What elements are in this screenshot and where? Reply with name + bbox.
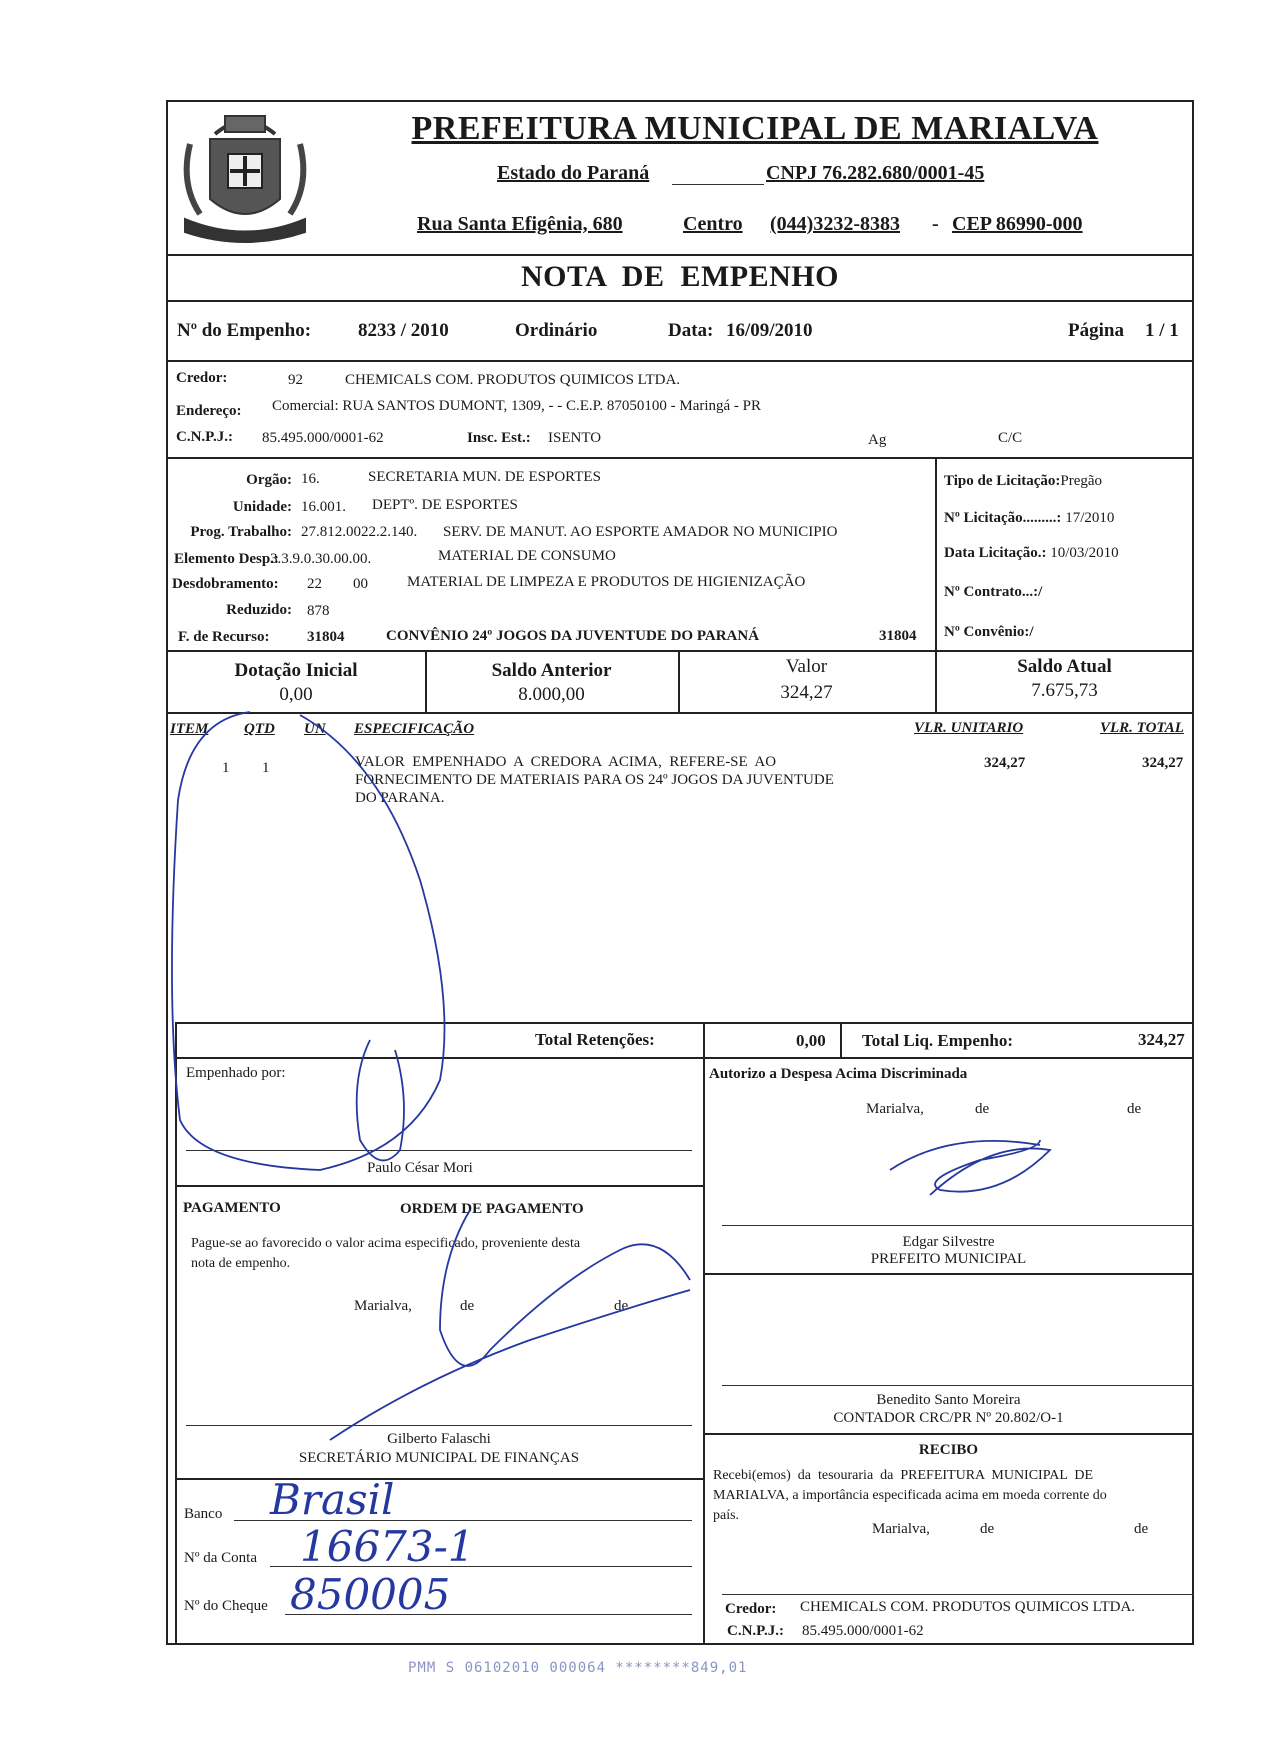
dotacao-inicial-label: Dotação Inicial [234,660,358,681]
document-title: NOTA DE EMPENHO [521,260,839,293]
credor-address: Comercial: RUA SANTOS DUMONT, 1309, - - C.E.P. 87050100 - Maringá - PR [272,398,762,414]
recurso-code2: 31804 [879,628,917,644]
item-desc-line3: DO PARANA. [355,790,445,806]
item-vlr-total: 324,27 [1142,755,1184,771]
autorizo-city: Marialva, [866,1101,924,1117]
banco-value: Brasil [270,1475,395,1524]
pagamento-text-line1: Pague-se ao favorecido o valor acima especificado, proveniente desta [191,1236,581,1251]
valor-label: Valor [785,656,828,677]
empenhado-por-name: Paulo César Mori [367,1160,473,1176]
col-especificacao: ESPECIFICAÇÃO [354,721,475,737]
recibo-text-line2: MARIALVA, a importância especificada acima em moeda corrente do [713,1488,1107,1503]
conta-label: Nº da Conta [184,1550,257,1566]
total-retencoes-label: Total Retenções: [535,1030,655,1049]
total-liq-value: 324,27 [1138,1030,1185,1049]
autorizo-label: Autorizo a Despesa Acima Discriminada [709,1066,968,1082]
recibo-cnpj: 85.495.000/0001-62 [802,1623,924,1639]
empenho-date: 16/09/2010 [726,320,813,341]
col-un: UN [304,721,326,737]
header-district: Centro [683,213,743,235]
pagamento-de1: de [460,1298,475,1314]
unidade-label: Unidade: [232,499,292,515]
pagamento-de2: de [614,1298,629,1314]
header-phone: (044)3232-8383 [770,213,900,235]
header-cep: CEP 86990-000 [952,213,1083,235]
ag-label: Ag [868,432,887,448]
elemento-label: Elemento Desp.: [174,551,279,567]
processing-stamp: PMM S 06102010 000064 ********849,01 [408,1660,748,1676]
recibo-credor-label: Credor: [725,1601,777,1617]
credor-code: 92 [288,372,303,388]
empenho-number: 8233 / 2010 [358,320,449,341]
saldo-anterior-label: Saldo Anterior [491,660,612,681]
desdobramento-code2: 00 [353,576,368,592]
pagamento-label: PAGAMENTO [183,1200,281,1216]
item-desc-line2: FORNECIMENTO DE MATERIAIS PARA OS 24º JOGOS DA JUVENTUDE [355,772,834,788]
empenho-number-label: Nº do Empenho: [177,320,312,341]
prog-label: Prog. Trabalho: [190,524,292,540]
prog-code: 27.812.0022.2.140. [301,524,418,540]
empenho-type: Ordinário [515,320,598,341]
prefeito-name: Edgar Silvestre [902,1234,995,1250]
col-vlr-unitario: VLR. UNITARIO [914,720,1024,736]
recurso-label: F. de Recurso: [178,629,270,645]
orgao-name: SECRETARIA MUN. DE ESPORTES [368,469,601,485]
reduzido-value: 878 [307,603,330,619]
convenio-label: Nº Convênio:/ [944,624,1034,640]
ordem-pagamento-label: ORDEM DE PAGAMENTO [400,1201,584,1217]
saldo-anterior-value: 8.000,00 [518,684,585,705]
credor-name: CHEMICALS COM. PRODUTOS QUIMICOS LTDA. [345,372,681,388]
empenho-date-label: Data: [668,320,714,341]
data-licitacao-label-text: Data Licitação.: [944,545,1047,561]
elemento-name: MATERIAL DE CONSUMO [438,548,616,564]
contador-name: Benedito Santo Moreira [876,1392,1021,1408]
pagamento-text-line2: nota de empenho. [191,1256,291,1271]
recibo-text-line3: país. [713,1508,740,1523]
page-label: Página [1068,320,1124,341]
item-qtd: 1 [262,760,270,776]
recibo-text-line1: Recebi(emos) da tesouraria da PREFEITURA MUNICIPAL DE [713,1468,1094,1483]
tipo-licitacao-label-text: Tipo de Licitação: [944,473,1061,489]
page-title: PREFEITURA MUNICIPAL DE MARIALVA [411,110,1099,147]
elemento-code: 3.3.9.0.30.00.00. [270,551,372,567]
saldo-atual-value: 7.675,73 [1031,680,1098,701]
autorizo-de1: de [975,1101,990,1117]
cheque-value: 850005 [290,1570,451,1619]
valor-value: 324,27 [780,682,833,703]
pagamento-city: Marialva, [354,1298,412,1314]
empenhado-por-label: Empenhado por: [186,1065,286,1081]
insc-label: Insc. Est.: [467,430,531,446]
autorizo-de2: de [1127,1101,1142,1117]
contrato-label: Nº Contrato...:/ [944,584,1043,600]
desdobramento-code: 22 [307,576,322,592]
recibo-cnpj-label: C.N.P.J.: [727,1623,784,1639]
item-desc-line1: VALOR EMPENHADO A CREDORA ACIMA, REFERE-SE AO [355,754,777,770]
data-licitacao-value: 10/03/2010 [1050,545,1119,561]
saldo-atual-label: Saldo Atual [1017,656,1112,677]
item-vlr-unitario: 324,27 [984,755,1026,771]
banco-label: Banco [184,1506,223,1522]
credor-label: Credor: [176,370,228,386]
total-liq-label: Total Liq. Empenho: [862,1031,1013,1050]
desdobramento-name: MATERIAL DE LIMPEZA E PRODUTOS DE HIGIENIZAÇÃO [407,574,806,590]
col-item: ITEM [170,721,209,737]
recibo-credor-name: CHEMICALS COM. PRODUTOS QUIMICOS LTDA. [800,1599,1136,1615]
header-street: Rua Santa Efigênia, 680 [417,213,623,235]
unidade-code: 16.001. [301,499,346,515]
header-separator: - [932,213,939,235]
tipo-licitacao-value: Pregão [1060,473,1103,489]
total-retencoes-value: 0,00 [796,1031,826,1050]
address-label: Endereço: [176,403,242,419]
num-licitacao-label-text: Nº Licitação.........: [944,510,1062,526]
state-name: Estado do Paraná [497,162,650,184]
credor-insc: ISENTO [548,430,602,446]
secretario-name: Gilberto Falaschi [387,1431,491,1447]
contador-title: CONTADOR CRC/PR Nº 20.802/O-1 [833,1410,1064,1426]
reduzido-label: Reduzido: [226,602,292,618]
prog-name: SERV. DE MANUT. AO ESPORTE AMADOR NO MUNICIPIO [443,524,838,540]
col-vlr-total: VLR. TOTAL [1100,720,1184,736]
dotacao-inicial-value: 0,00 [279,684,313,705]
recibo-label: RECIBO [918,1442,979,1458]
unidade-name: DEPTº. DE ESPORTES [372,497,518,513]
recibo-city: Marialva, [872,1521,930,1537]
page-number: 1 / 1 [1145,320,1179,341]
desdobramento-label: Desdobramento: [172,576,279,592]
item-number: 1 [222,760,230,776]
recibo-de2: de [1134,1521,1149,1537]
col-qtd: QTD [244,721,275,737]
orgao-label: Orgão: [246,472,292,488]
recurso-code: 31804 [307,629,345,645]
orgao-code: 16. [301,471,320,487]
recibo-de1: de [980,1521,995,1537]
secretario-title: SECRETÁRIO MUNICIPAL DE FINANÇAS [298,1450,580,1466]
recurso-name: CONVÊNIO 24º JOGOS DA JUVENTUDE DO PARANÁ [386,628,760,644]
header-cnpj: CNPJ 76.282.680/0001-45 [766,162,985,184]
cnpj-label: C.N.P.J.: [176,429,233,445]
cheque-label: Nº do Cheque [184,1598,268,1614]
num-licitacao-value: 17/2010 [1065,510,1115,526]
credor-cnpj: 85.495.000/0001-62 [262,430,384,446]
conta-value: 16673-1 [300,1522,475,1571]
cc-label: C/C [998,430,1023,446]
prefeito-title: PREFEITO MUNICIPAL [870,1251,1027,1267]
